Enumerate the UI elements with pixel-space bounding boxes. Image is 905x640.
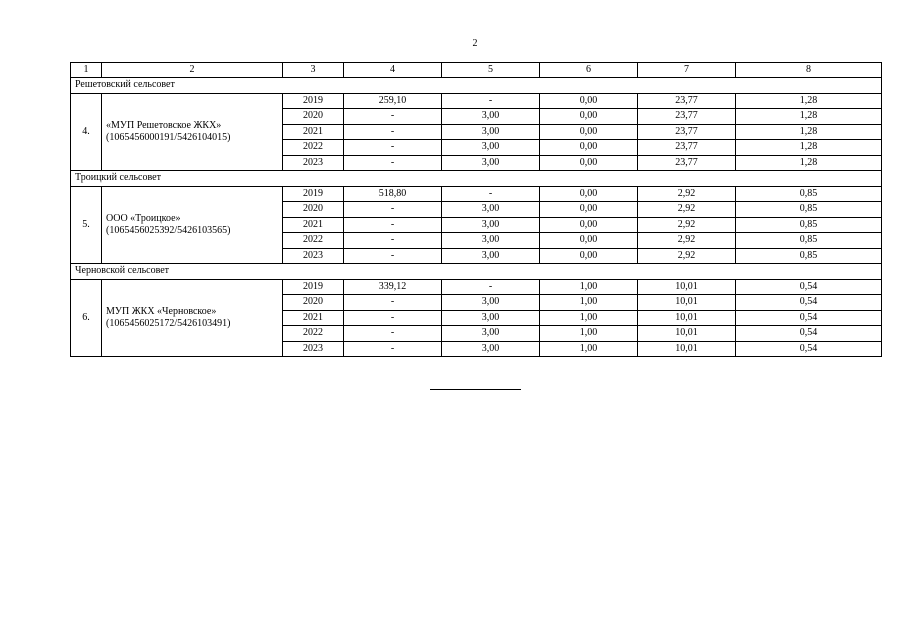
table-row [71,279,882,295]
value-cell: 0,00 [540,155,638,171]
header-row [71,63,882,78]
value-cell: 259,10 [344,93,442,109]
header-cell: 4 [344,63,442,78]
year-cell: 2019 [283,93,344,109]
value-cell: 0,00 [540,186,638,202]
year-cell: 2023 [283,248,344,264]
value-cell: - [344,140,442,156]
value-cell: 3,00 [442,109,540,125]
header-cell: 1 [71,63,102,78]
organization-ids: (1065456000191/5426104015) [106,131,231,143]
value-cell: 3,00 [442,248,540,264]
row-index: 5. [71,186,102,264]
value-cell: - [344,109,442,125]
value-cell: 3,00 [442,341,540,357]
value-cell: 339,12 [344,279,442,295]
value-cell: 1,28 [736,155,882,171]
value-cell: - [344,217,442,233]
value-cell: 1,00 [540,295,638,311]
value-cell: 10,01 [638,341,736,357]
value-cell: 3,00 [442,217,540,233]
value-cell: 3,00 [442,155,540,171]
value-cell: - [442,186,540,202]
value-cell: 1,00 [540,310,638,326]
organization-name: «МУП Решетовское ЖКХ» [106,119,222,131]
organization-ids: (1065456025172/5426103491) [106,317,231,329]
value-cell: 3,00 [442,295,540,311]
value-cell: 2,92 [638,186,736,202]
value-cell: 0,00 [540,217,638,233]
value-cell: 10,01 [638,326,736,342]
value-cell: 0,54 [736,279,882,295]
tariff-table [70,62,882,357]
table-row [71,186,882,202]
year-cell: 2020 [283,202,344,218]
value-cell: - [344,233,442,249]
value-cell: 1,28 [736,93,882,109]
value-cell: 3,00 [442,233,540,249]
value-cell: 23,77 [638,124,736,140]
value-cell: - [344,326,442,342]
value-cell: 0,85 [736,202,882,218]
footer-rule [430,389,521,390]
value-cell: - [344,310,442,326]
value-cell: 23,77 [638,140,736,156]
value-cell: 0,54 [736,341,882,357]
value-cell: 10,01 [638,279,736,295]
value-cell: 3,00 [442,326,540,342]
value-cell: 0,85 [736,248,882,264]
value-cell: 23,77 [638,155,736,171]
value-cell: 0,85 [736,186,882,202]
value-cell: 23,77 [638,109,736,125]
value-cell: - [344,124,442,140]
header-cell: 8 [736,63,882,78]
value-cell: 1,28 [736,124,882,140]
value-cell: 0,85 [736,217,882,233]
value-cell: 0,54 [736,310,882,326]
value-cell: 1,28 [736,140,882,156]
organization-name: ООО «Троицкое» [106,212,181,224]
value-cell: 10,01 [638,295,736,311]
value-cell: - [344,295,442,311]
year-cell: 2021 [283,310,344,326]
year-cell: 2020 [283,109,344,125]
year-cell: 2019 [283,186,344,202]
section-title: Черновской сельсовет [71,264,882,280]
value-cell: 0,00 [540,124,638,140]
value-cell: 0,54 [736,295,882,311]
value-cell: 3,00 [442,124,540,140]
organization-cell [102,93,283,171]
value-cell: 3,00 [442,202,540,218]
header-cell: 6 [540,63,638,78]
value-cell: 3,00 [442,310,540,326]
header-cell: 5 [442,63,540,78]
value-cell: 0,85 [736,233,882,249]
section-title: Решетовский сельсовет [71,78,882,94]
year-cell: 2022 [283,326,344,342]
value-cell: 0,00 [540,233,638,249]
year-cell: 2020 [283,295,344,311]
year-cell: 2023 [283,341,344,357]
value-cell: - [442,279,540,295]
year-cell: 2019 [283,279,344,295]
value-cell: 1,00 [540,279,638,295]
value-cell: 0,54 [736,326,882,342]
section-row [71,264,882,280]
value-cell: 2,92 [638,233,736,249]
value-cell: - [344,341,442,357]
value-cell: 2,92 [638,202,736,218]
value-cell: - [344,202,442,218]
value-cell: - [344,248,442,264]
year-cell: 2021 [283,124,344,140]
section-row [71,171,882,187]
section-row [71,78,882,94]
table-body [71,78,882,357]
value-cell: 0,00 [540,248,638,264]
year-cell: 2023 [283,155,344,171]
organization-cell [102,279,283,357]
value-cell: 518,80 [344,186,442,202]
organization-ids: (1065456025392/5426103565) [106,224,231,236]
value-cell: - [344,155,442,171]
value-cell: 1,00 [540,326,638,342]
value-cell: 23,77 [638,93,736,109]
section-title: Троицкий сельсовет [71,171,882,187]
value-cell: 1,28 [736,109,882,125]
value-cell: 1,00 [540,341,638,357]
row-index: 6. [71,279,102,357]
value-cell: 3,00 [442,140,540,156]
page-number: 2 [472,38,478,49]
organization-cell [102,186,283,264]
value-cell: 0,00 [540,109,638,125]
year-cell: 2021 [283,217,344,233]
value-cell: 2,92 [638,248,736,264]
row-index: 4. [71,93,102,171]
header-cell: 2 [102,63,283,78]
value-cell: 0,00 [540,140,638,156]
organization-name: МУП ЖКХ «Черновское» [106,305,217,317]
value-cell: 10,01 [638,310,736,326]
year-cell: 2022 [283,140,344,156]
value-cell: 0,00 [540,202,638,218]
value-cell: 2,92 [638,217,736,233]
header-cell: 7 [638,63,736,78]
value-cell: 0,00 [540,93,638,109]
year-cell: 2022 [283,233,344,249]
header-cell: 3 [283,63,344,78]
table-row [71,93,882,109]
value-cell: - [442,93,540,109]
